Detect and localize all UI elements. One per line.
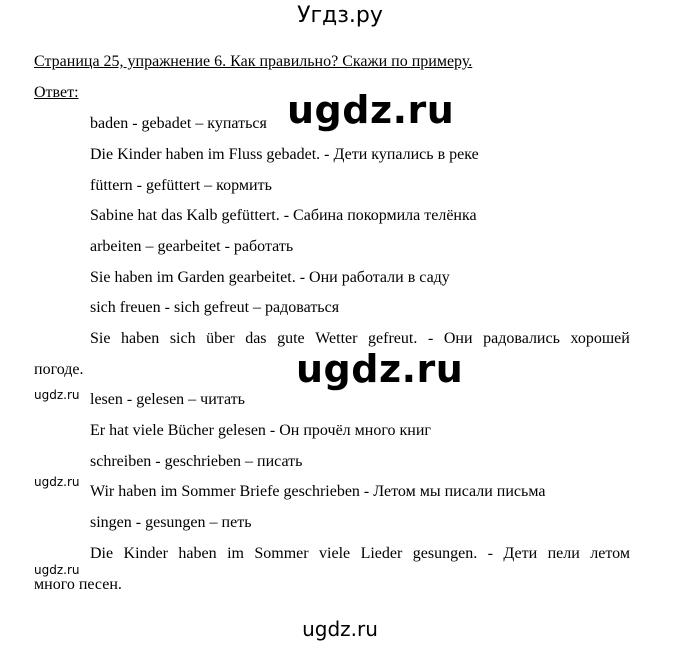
word: gefreut. (368, 330, 418, 347)
word: gesungen. (412, 545, 478, 562)
verb-line-schreiben: schreiben - geschrieben – писать (90, 453, 303, 470)
sentence-line-schreiben: Wir haben im Sommer Briefe geschrieben - Летом мы писали письма (90, 483, 546, 500)
word: Wetter (315, 330, 358, 347)
word: über (206, 330, 235, 347)
sentence-line-lesen: Er hat viele Bücher gelesen - Он прочёл много книг (90, 422, 431, 439)
word: хорошей (570, 330, 630, 347)
word: haben (178, 545, 217, 562)
word: летом (590, 545, 630, 562)
word: Sie (90, 330, 111, 347)
word: haben (121, 330, 160, 347)
word: Они (443, 330, 473, 347)
word: viele (319, 545, 351, 562)
sentence-line-baden: Die Kinder haben im Fluss gebadet. - Дети купались в реке (90, 146, 479, 163)
sentence-line-singen (90, 544, 630, 564)
watermark-large-middle: ugdz.ru (296, 347, 464, 391)
word: Lieder (360, 545, 403, 562)
word: - (487, 545, 493, 562)
verb-line-fuettern: füttern - gefüttert – кормить (90, 177, 272, 194)
verb-line-freuen: sich freuen - sich gefreut – радоваться (90, 299, 340, 316)
verb-line-lesen: lesen - gelesen – читать (90, 391, 245, 408)
word: пели (547, 545, 580, 562)
word: радовались (483, 330, 560, 347)
watermark-small-3: ugdz.ru (34, 563, 80, 577)
word: Sommer (254, 545, 309, 562)
watermark-large-top: ugdz.ru (287, 88, 455, 132)
watermark-small-1: ugdz.ru (34, 388, 80, 402)
sentence-line-fuettern: Sabine hat das Kalb gefüttert. - Сабина покормила телёнка (90, 207, 477, 224)
watermark-small-2: ugdz.ru (34, 475, 80, 489)
verb-line-baden: baden - gebadet – купаться (90, 115, 267, 132)
word: Die (90, 545, 114, 562)
word: Дети (503, 545, 538, 562)
sentence-line-freuen-cont: погоде. (34, 361, 84, 378)
word: Kinder (123, 545, 168, 562)
word: das (245, 330, 267, 347)
word: im (227, 545, 244, 562)
word: gute (277, 330, 305, 347)
verb-line-singen: singen - gesungen – петь (90, 514, 252, 531)
sentence-line-singen-cont: много песен. (34, 576, 122, 593)
watermark-bottom: ugdz.ru (302, 617, 378, 641)
answer-label: Ответ: (34, 84, 79, 101)
sentence-line-arbeiten: Sie haben im Garden gearbeitet. - Они работали в саду (90, 269, 450, 286)
site-title: Угдз.ру (297, 3, 383, 28)
task-heading: Страница 25, упражнение 6. Как правильно? Скажи по примеру. (34, 53, 473, 70)
sentence-line-freuen (90, 329, 630, 349)
word: sich (169, 330, 196, 347)
verb-line-arbeiten: arbeiten – gearbeitet - работать (90, 238, 294, 255)
word: - (427, 330, 434, 347)
